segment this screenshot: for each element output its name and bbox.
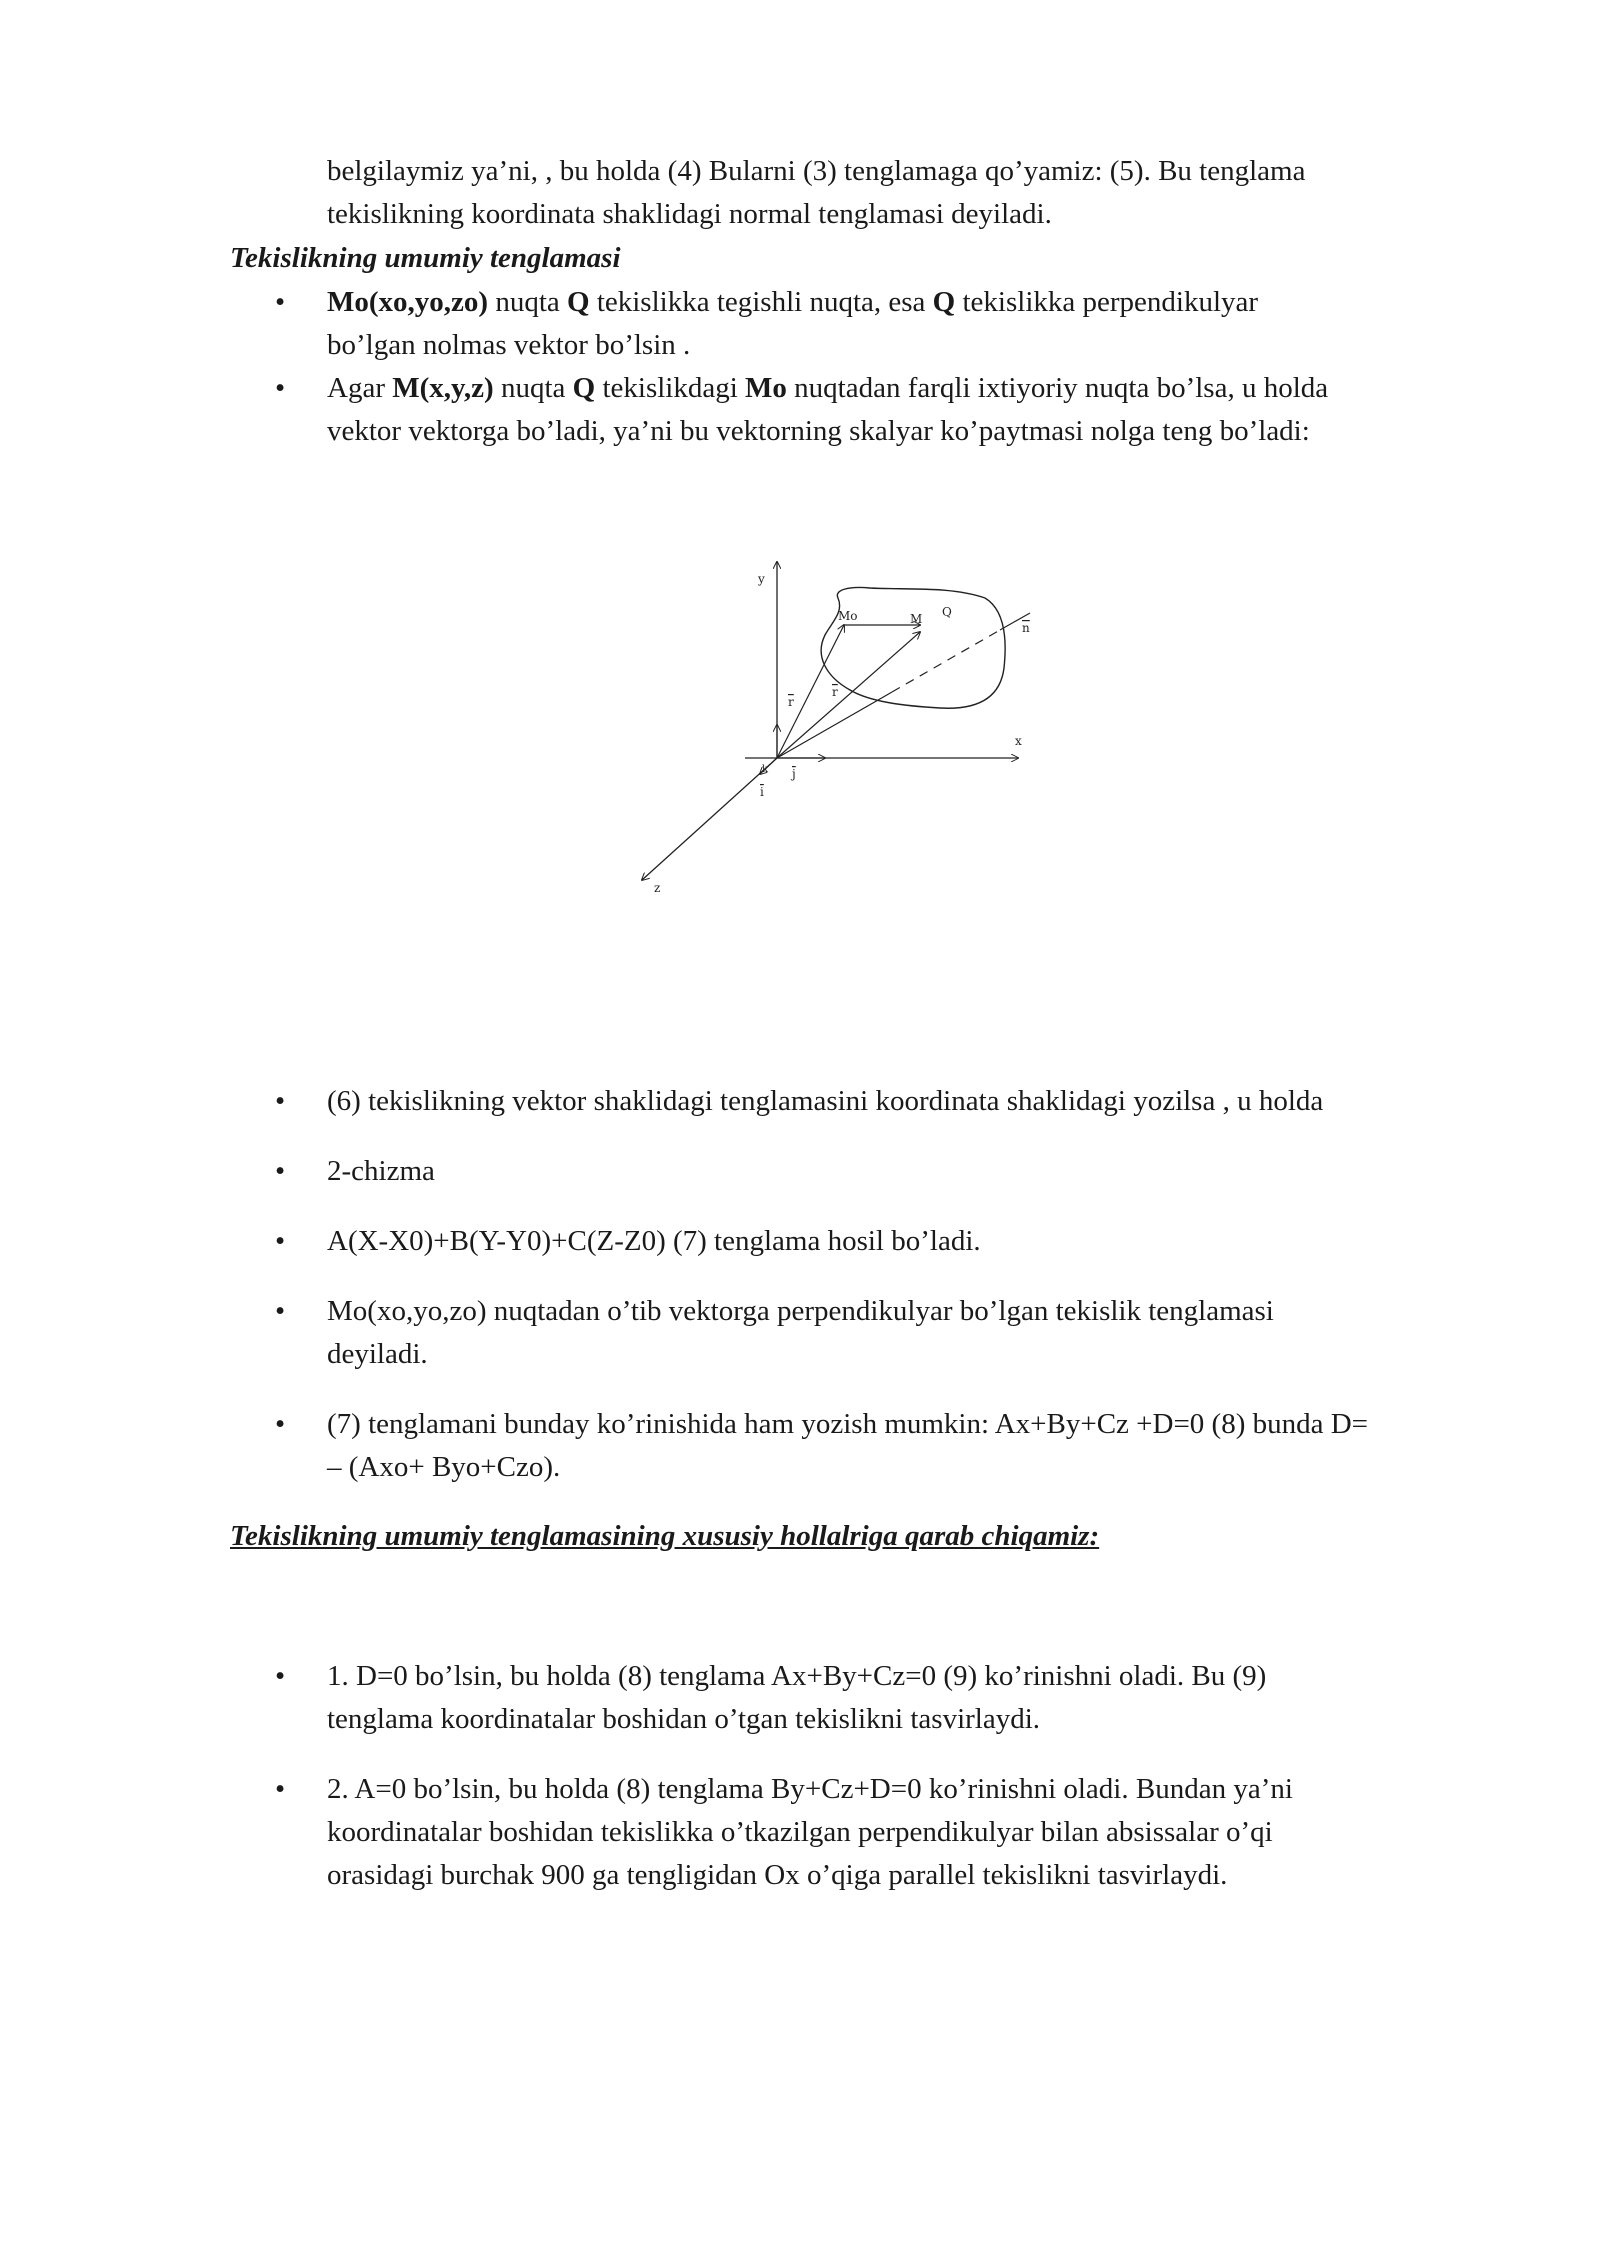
bullet-marker: • — [275, 1660, 286, 1692]
plane-vector-diagram — [620, 550, 1060, 910]
label-k: k — [762, 764, 769, 775]
bullet-text-2-line-2: vektor vektorga bo’ladi, ya’ni bu vektorning skalyar ko’paytmasi nolga teng bo’ladi: — [327, 415, 1310, 447]
bold-text: Q — [572, 372, 596, 404]
bullet-marker: • — [275, 1773, 286, 1805]
bullet-text-6-line-1: Mo(xo,yo,zo) nuqtadan o’tib vektorga perpendikulyar bo’lgan tekislik tenglamasi — [327, 1295, 1274, 1327]
bold-text: M(x,y,z) — [392, 372, 494, 404]
bullet-marker: • — [275, 1225, 286, 1257]
bullet-text-9-line-1: 2. A=0 bo’lsin, bu holda (8) tenglama By+Cz+D=0 ko’rinishni oladi. Bundan ya’ni — [327, 1773, 1293, 1805]
bullet-marker: • — [275, 1408, 286, 1440]
bullet-text-7-line-1: (7) tenglamani bunday ko’rinishida ham yozish mumkin: Ax+By+Cz +D=0 (8) bunda D= — [327, 1408, 1369, 1440]
bullet-text-6-line-2: deyiladi. — [327, 1338, 428, 1370]
label-r: r — [832, 685, 838, 699]
bullet-text-9-line-2: koordinatalar boshidan tekislikka o’tkazilgan perpendikulyar bilan absissalar o’qi — [327, 1816, 1273, 1848]
bullet-text-1-line-2: bo’lgan nolmas vektor bo’lsin . — [327, 329, 691, 361]
vector-r — [777, 632, 920, 758]
text-span: Agar — [327, 372, 393, 404]
bullet-marker: • — [275, 286, 286, 318]
label-y: y — [758, 572, 765, 586]
bullet-text-9-line-3: orasidagi burchak 900 ga tengligidan Ox o’qiga parallel tekislikni tasvirlaydi. — [327, 1859, 1228, 1891]
intro-line-2: tekislikning koordinata shaklidagi normal tenglamasi deyiladi. — [327, 198, 1052, 230]
bold-text: Mo — [745, 372, 787, 404]
normal-line-dashed — [892, 630, 1000, 692]
label-x: x — [1015, 734, 1022, 748]
label-q: Q — [942, 605, 952, 619]
label-mo: Mo — [838, 609, 858, 623]
text-span: nuqta — [488, 286, 567, 318]
bullet-text-5: A(X-X0)+B(Y-Y0)+C(Z-Z0) (7) tenglama hosil bo’ladi. — [327, 1225, 981, 1257]
bold-text: Mo(xo,yo,zo) — [327, 286, 489, 318]
bullet-marker: • — [275, 1155, 286, 1187]
text-span: tekislikka perpendikulyar — [955, 286, 1259, 318]
bullet-text-7-line-2: – (Axo+ Byo+Czo). — [327, 1451, 561, 1483]
text-span: tekislikdagi — [595, 372, 746, 404]
bullet-text-2-line-1 — [327, 367, 1507, 410]
bullet-marker: • — [275, 1295, 286, 1327]
bold-text: Q — [567, 286, 590, 318]
label-m: M — [910, 612, 923, 626]
label-j: j — [792, 767, 796, 781]
text-span: nuqta — [493, 372, 573, 404]
bullet-text-1-line-1 — [327, 281, 1507, 324]
section-heading: Tekislikning umumiy tenglamasi — [230, 242, 621, 274]
label-i: i — [760, 785, 764, 799]
label-n: n — [1022, 621, 1030, 635]
bold-text: Q — [932, 286, 956, 318]
section-heading-special-cases: Tekislikning umumiy tenglamasining xususiy hollalriga qarab chiqamiz: — [230, 1520, 1100, 1552]
plane-q-shape — [821, 587, 1005, 708]
label-z: z — [654, 881, 661, 895]
text-span: nuqtadan farqli ixtiyoriy nuqta bo’lsa, u holda — [786, 372, 1329, 404]
text-span: tekislikka tegishli nuqta, esa — [589, 286, 933, 318]
bullet-text-8-line-1: 1. D=0 bo’lsin, bu holda (8) tenglama Ax+By+Cz=0 (9) ko’rinishni oladi. Bu (9) — [327, 1660, 1267, 1692]
bullet-text-3: (6) tekislikning vektor shaklidagi tenglamasini koordinata shaklidagi yozilsa , u holda — [327, 1085, 1324, 1117]
label-r0: r — [788, 695, 794, 709]
bullet-marker: • — [275, 372, 286, 404]
bullet-marker: • — [275, 1085, 286, 1117]
intro-line-1: belgilaymiz ya’ni, , bu holda (4) Bularni (3) tenglamaga qo’yamiz: (5). Bu tenglama — [327, 155, 1306, 187]
z-axis — [642, 758, 777, 880]
bullet-text-4: 2-chizma — [327, 1155, 435, 1187]
bullet-text-8-line-2: tenglama koordinatalar boshidan o’tgan tekislikni tasvirlaydi. — [327, 1703, 1041, 1735]
